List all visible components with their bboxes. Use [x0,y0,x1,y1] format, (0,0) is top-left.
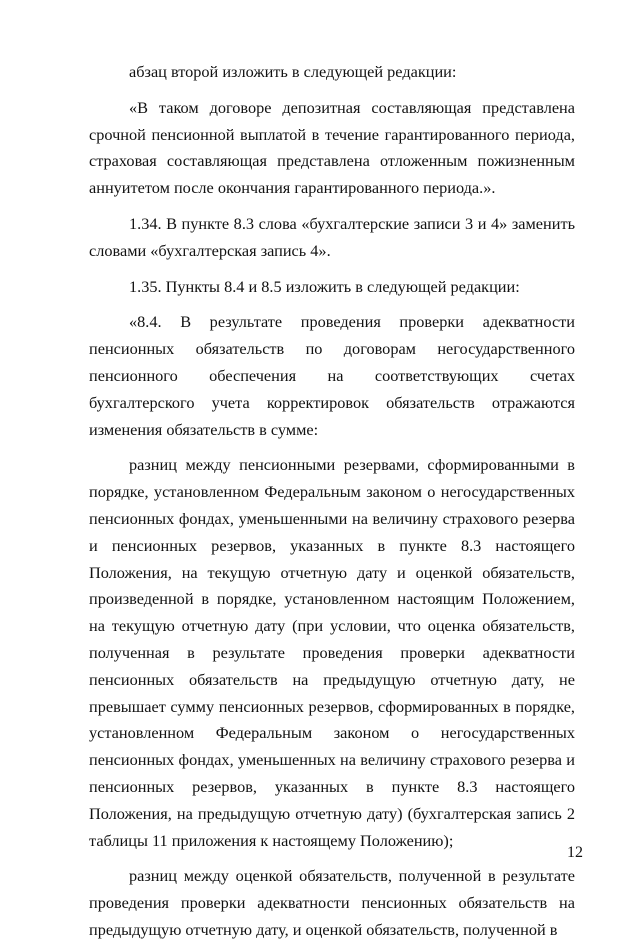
page-number: 12 [567,844,583,861]
document-body [89,59,575,944]
paragraph-7: разниц между оценкой обязательств, полученной в результате проведения проверки адекватности пенсионных обязательств на предыдущую отчетную дату, и оценкой обязательств, полученной в [89,866,575,939]
paragraph-6: разниц между пенсионными резервами, сформированными в порядке, установленном Федеральным законом о негосударственных пенсионных фондах, уменьшенными на величину страхового резерва и пенсионных резервов, указанных в пункте 8.3 настоящего Положения, на текущую отчетную дату и оценкой обязательств, произведенной в порядке, установленном настоящим Положением, на текущую отчетную дату (при условии, что оценка обязательств, полученная в результате проведения проверки адекватности пенсионных обязательств на предыдущую отчетную дату, не превышает сумму пенсионных резервов, сформированных в порядке, установленном Федеральным законом о негосударственных пенсионных фондах, уменьшенных на величину страхового резерва и пенсионных резервов, указанных в пункте 8.3 настоящего Положения, на предыдущую отчетную дату) (бухгалтерская запись 2 таблицы 11 приложения к настоящему Положению); [89,455,575,850]
paragraph-1: абзац второй изложить в следующей редакции: [129,62,457,81]
paragraph-5: «8.4. В результате проведения проверки адекватности пенсионных обязательств по договорам негосударственного пенсионного обеспечения на соответствующих счетах бухгалтерского учета корректировок обязательств отражаются изменения обязательств в сумме: [89,312,575,439]
paragraph-4: 1.35. Пункты 8.4 и 8.5 изложить в следующей редакции: [129,276,520,296]
paragraph-2: «В таком договоре депозитная составляющая представлена срочной пенсионной выплатой в течение гарантированного периода, страховая составляющая представлена отложенным пожизненным аннуитетом после окончания гарантированного периода.». [89,97,575,198]
paragraph-3: 1.34. В пункте 8.3 слова «бухгалтерские записи 3 и 4» заменить словами «бухгалтерская запись 4». [89,213,575,260]
